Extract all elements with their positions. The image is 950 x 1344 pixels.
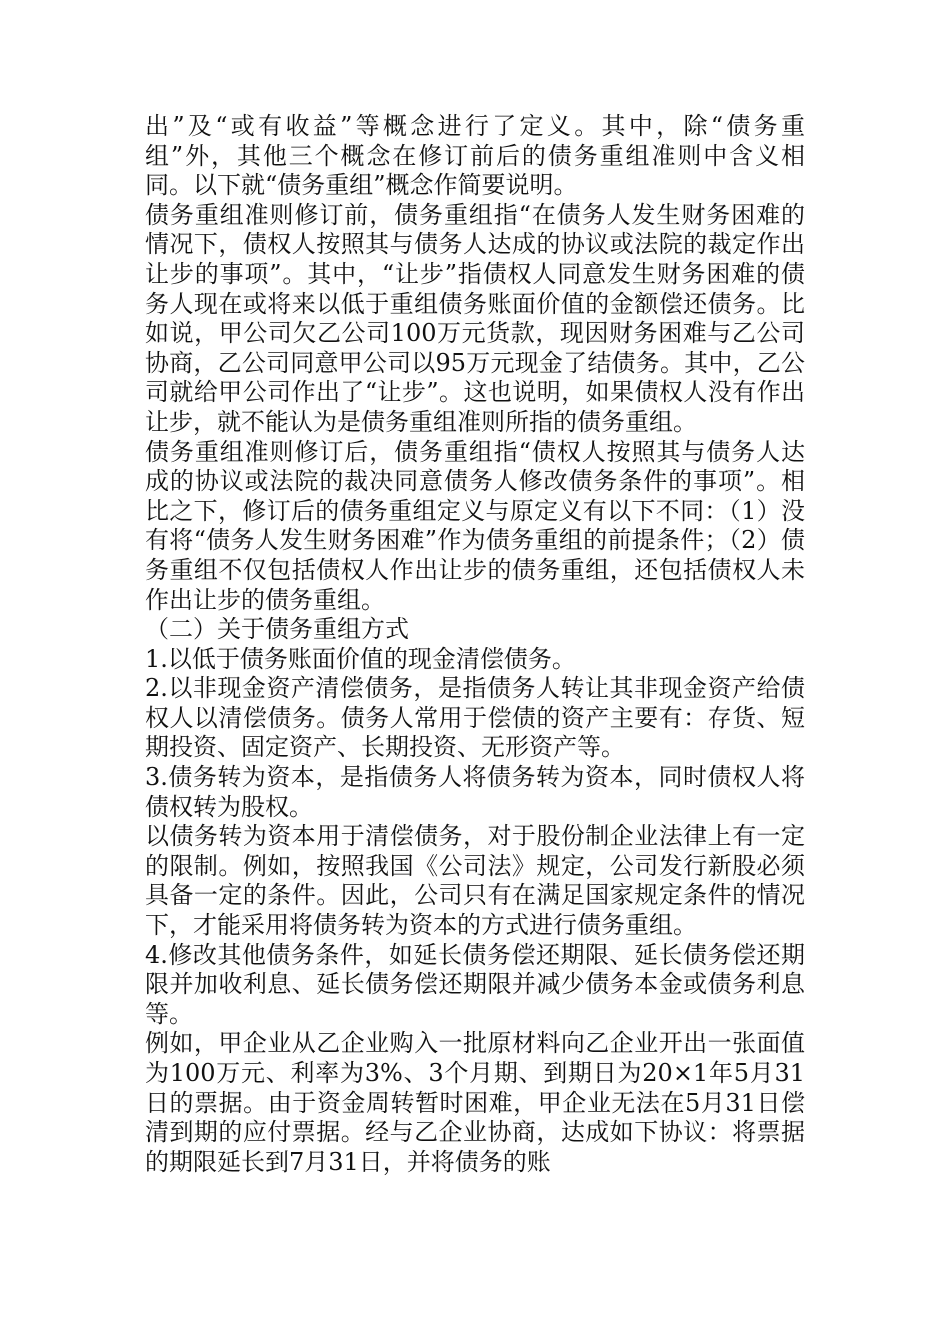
paragraph-definitions-intro: 出”及“或有收益”等概念进行了定义。其中，除“债务重组”外，其他三个概念在修订前后的债务重组准则中含义相同。以下就“债务重组”概念作简要说明。 (145, 112, 805, 200)
document-body (145, 112, 805, 1177)
paragraph-debt-to-capital: 以债务转为资本用于清偿债务，对于股份制企业法律上有一定的限制。例如，按照我国《公司法》规定，公司发行新股必须具备一定的条件。因此，公司只有在满足国家规定条件的情况下，才能采用将债务转为资本的方式进行债务重组。 (145, 822, 805, 940)
paragraph-after-revision: 债务重组准则修订后，债务重组指“债权人按照其与债务人达成的协议或法院的裁决同意债务人修改债务条件的事项”。相比之下，修订后的债务重组定义与原定义有以下不同：（1）没有将“债务人发生财务困难”作为债务重组的前提条件；（2）债务重组不仅包括债权人作出让步的债务重组，还包括债权人未作出让步的债务重组。 (145, 437, 805, 614)
paragraph-example: 例如，甲企业从乙企业购入一批原材料向乙企业开出一张面值为100万元、利率为3%、3个月期、到期日为20×1年5月31日的票据。由于资金周转暂时困难，甲企业无法在5月31日偿清到期的应付票据。经与乙企业协商，达成如下协议：将票据的期限延长到7月31日，并将债务的账 (145, 1029, 805, 1176)
paragraph-before-revision: 债务重组准则修订前，债务重组指“在债务人发生财务困难的情况下，债权人按照其与债务人达成的协议或法院的裁定作出让步的事项”。其中，“让步”指债权人同意发生财务困难的债务人现在或将来以低于重组债务账面价值的金额偿还债务。比如说，甲公司欠乙公司100万元货款，现因财务困难与乙公司协商，乙公司同意甲公司以95万元现金了结债务。其中，乙公司就给甲公司作出了“让步”。这也说明，如果债权人没有作出让步，就不能认为是债务重组准则所指的债务重组。 (145, 200, 805, 436)
list-item-2: 2.以非现金资产清偿债务，是指债务人转让其非现金资产给债权人以清偿债务。债务人常用于偿债的资产主要有：存货、短期投资、固定资产、长期投资、无形资产等。 (145, 674, 805, 762)
list-item-4: 4.修改其他债务条件，如延长债务偿还期限、延长债务偿还期限并加收利息、延长债务偿还期限并减少债务本金或债务利息等。 (145, 940, 805, 1028)
section-heading-restructuring-methods: （二）关于债务重组方式 (145, 615, 409, 644)
list-item-1: 1.以低于债务账面价值的现金清偿债务。 (145, 644, 576, 673)
list-item-3: 3.债务转为资本，是指债务人将债务转为资本，同时债权人将债权转为股权。 (145, 763, 805, 821)
